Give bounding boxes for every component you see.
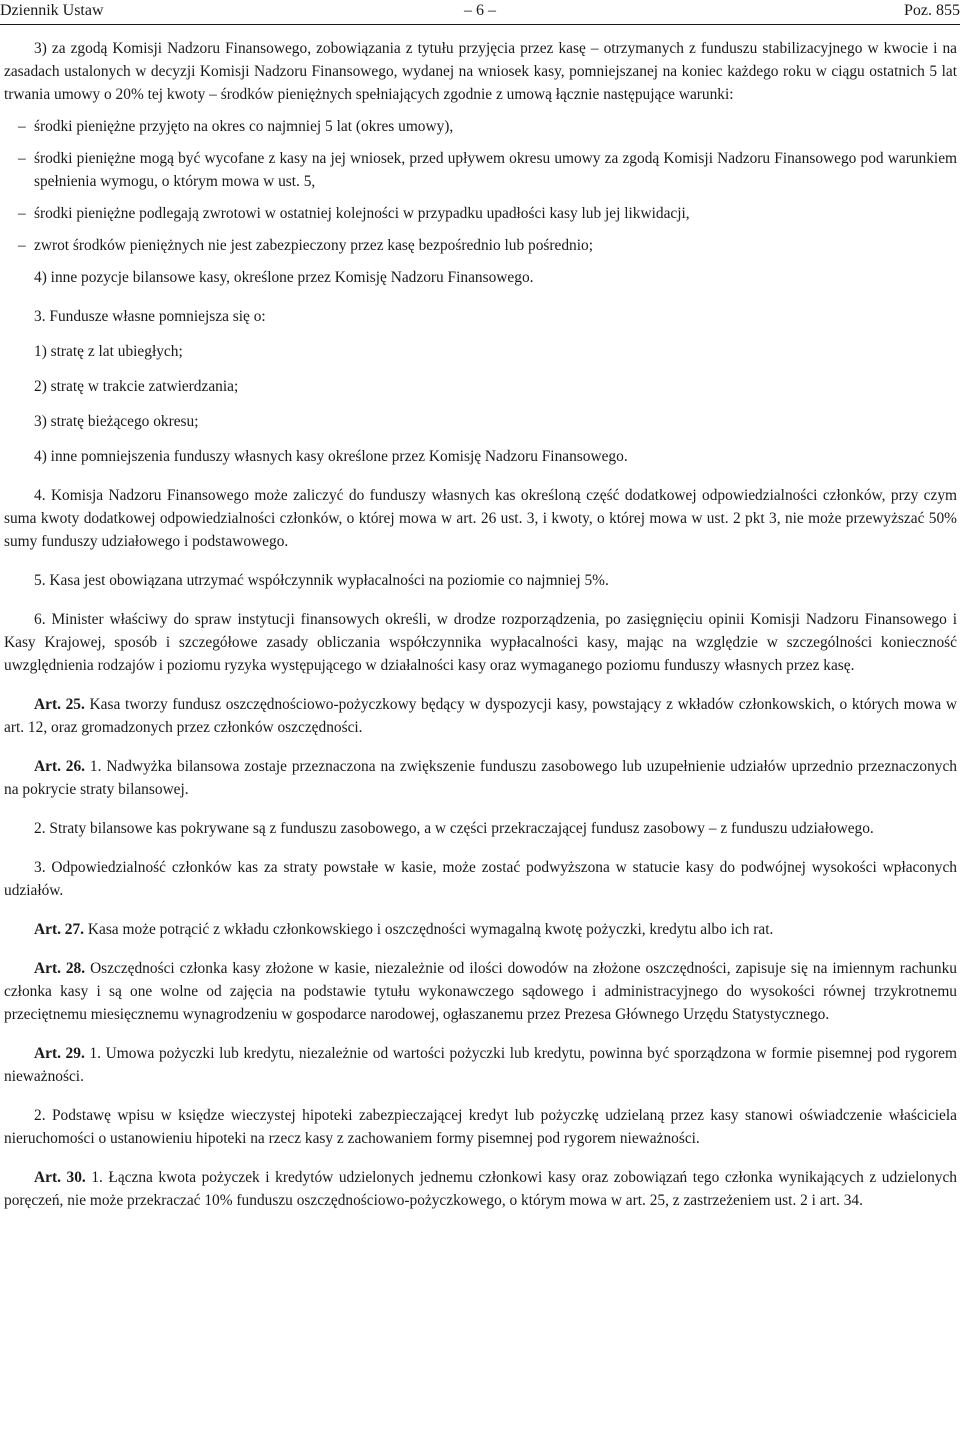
- article-label: Art. 26.: [34, 758, 86, 775]
- paragraph-4: 4. Komisja Nadzoru Finansowego może zaliczyć do funduszy własnych kas określoną część dodatkowej odpowiedzialności członków, przy czym suma kwoty dodatkowej odpowiedzialności członków, o której mowa w art. 26 ust. 3, i kwoty, o której mowa w ust. 2 pkt 3, nie może przewyższać 50% sumy funduszy udziałowego i podstawowego.: [4, 487, 957, 550]
- dash-text: zwrot środków pieniężnych nie jest zabezpieczony przez kasę bezpośrednio lub pośrednio;: [34, 237, 593, 254]
- article-label: Art. 28.: [34, 960, 86, 977]
- article-text: Kasa tworzy fundusz oszczędnościowo-pożyczkowy będący w dyspozycji kasy, powstający z wkładów członkowskich, o których mowa w art. 12, oraz gromadzonych przez członków oszczędności.: [4, 696, 957, 736]
- point-3: 3) za zgodą Komisji Nadzoru Finansowego, zobowiązania z tytułu przyjęcia przez kasę – otrzymanych z funduszu stabilizacyjnego w kwocie i na zasadach ustalonych w decyzji Komisji Nadzoru Finansowego, wydanej na wniosek kasy, pomniejszanej na koniec każdego roku w ciągu ostatnich 5 lat trwania umowy o 20% tej kwoty – środków pieniężnych spełniających zgodnie z umową łącznie następujące warunki:: [4, 40, 957, 103]
- point-4: 4) inne pozycje bilansowe kasy, określone przez Komisję Nadzoru Finansowego.: [34, 269, 534, 286]
- page-number: – 6 –: [464, 2, 496, 19]
- article-28: [4, 957, 957, 1026]
- article-text: Oszczędności członka kasy złożone w kasie, niezależnie od ilości dowodów na złożone oszczędności, zapisuje się na imiennym rachunku członka kasy i są one wolne od zajęcia na podstawie tytułu wykonawczego sądowego i administracyjnego do wysokości równej trzykrotnemu przeciętnemu miesięcznemu wynagrodzeniu w gospodarce narodowej, ogłaszanemu przez Prezesa Głównego Urzędu Statystycznego.: [4, 960, 957, 1023]
- paragraph-6: 6. Minister właściwy do spraw instytucji finansowych określi, w drodze rozporządzenia, po zasięgnięciu opinii Komisji Nadzoru Finansowego i Kasy Krajowej, sposób i szczegółowe zasady obliczania współczynnika wypłacalności kasy, mając na względzie w szczególności konieczność uwzględnienia rodzajów i poziomu ryzyka występującego w działalności kasy oraz wymaganego poziomu funduszy własnych przez kasę.: [4, 611, 957, 674]
- article-27: [4, 918, 957, 941]
- list-item: 2) stratę w trakcie zatwierdzania;: [34, 378, 239, 395]
- article-label: Art. 25.: [34, 696, 85, 713]
- article-29: [4, 1042, 957, 1088]
- page-header: [0, 0, 960, 25]
- article-25: [4, 693, 957, 739]
- list-item: 4) inne pomniejszenia funduszy własnych kasy określone przez Komisję Nadzoru Finansowego.: [34, 448, 628, 465]
- journal-title: Dziennik Ustaw: [0, 2, 104, 19]
- dash-item: [4, 147, 957, 193]
- list-item: 3) stratę bieżącego okresu;: [34, 413, 199, 430]
- list-item: 1) stratę z lat ubiegłych;: [34, 343, 183, 360]
- article-26: [4, 755, 957, 801]
- dash-item: [4, 234, 957, 257]
- paragraph-3: 3. Fundusze własne pomniejsza się o:: [34, 308, 266, 325]
- paragraph-5: 5. Kasa jest obowiązana utrzymać współczynnik wypłacalności na poziomie co najmniej 5%.: [34, 572, 609, 589]
- dash-text: środki pieniężne przyjęto na okres co najmniej 5 lat (okres umowy),: [34, 118, 454, 135]
- dash-text: środki pieniężne podlegają zwrotowi w ostatniej kolejności w przypadku upadłości kasy lub jej likwidacji,: [34, 205, 690, 222]
- article-label: Art. 29.: [34, 1045, 85, 1062]
- dash-item: [4, 202, 957, 225]
- article-text: 1. Nadwyżka bilansowa zostaje przeznaczona na zwiększenie funduszu zasobowego lub uzupełnienie udziałów uprzednio przeznaczonych na pokrycie straty bilansowej.: [4, 758, 957, 798]
- article-29-paragraph-2: 2. Podstawę wpisu w księdze wieczystej hipoteki zabezpieczającej kredyt lub pożyczkę udzielaną przez kasy stanowi oświadczenie właściciela nieruchomości o ustanowieniu hipoteki na rzecz kasy z zachowaniem formy pisemnej pod rygorem nieważności.: [4, 1107, 957, 1147]
- article-26-paragraph-3: 3. Odpowiedzialność członków kas za straty powstałe w kasie, może zostać podwyższona w statucie kasy do podwójnej wysokości wpłaconych udziałów.: [4, 859, 957, 899]
- article-label: Art. 30.: [34, 1169, 86, 1186]
- article-text: 1. Łączna kwota pożyczek i kredytów udzielonych jednemu członkowi kasy oraz zobowiązań tego członka wynikających z udzielonych poręczeń, nie może przekraczać 10% funduszu oszczędnościowo-pożyczkowego, o którym mowa w art. 25, z zastrzeżeniem ust. 2 i art. 34.: [4, 1169, 957, 1209]
- dash-marker: –: [18, 237, 26, 254]
- article-30: [4, 1166, 957, 1212]
- dash-marker: –: [18, 205, 26, 222]
- article-26-paragraph-2: 2. Straty bilansowe kas pokrywane są z funduszu zasobowego, a w części przekraczającej fundusz zasobowy – z funduszu udziałowego.: [34, 820, 874, 837]
- dash-text: środki pieniężne mogą być wycofane z kasy na jej wniosek, przed upływem okresu umowy za zgodą Komisji Nadzoru Finansowego pod warunkiem spełnienia wymogu, o którym mowa w ust. 5,: [34, 150, 957, 190]
- position-number: Poz. 855: [904, 2, 960, 19]
- dash-marker: –: [18, 150, 26, 167]
- article-text: 1. Umowa pożyczki lub kredytu, niezależnie od wartości pożyczki lub kredytu, powinna być sporządzona w formie pisemnej pod rygorem nieważności.: [4, 1045, 957, 1085]
- document-body: [4, 37, 957, 1212]
- dash-marker: –: [18, 118, 26, 135]
- article-text: Kasa może potrącić z wkładu członkowskiego i oszczędności wymagalną kwotę pożyczki, kredytu albo ich rat.: [87, 921, 774, 938]
- dash-item: [4, 115, 957, 138]
- article-label: Art. 27.: [34, 921, 85, 938]
